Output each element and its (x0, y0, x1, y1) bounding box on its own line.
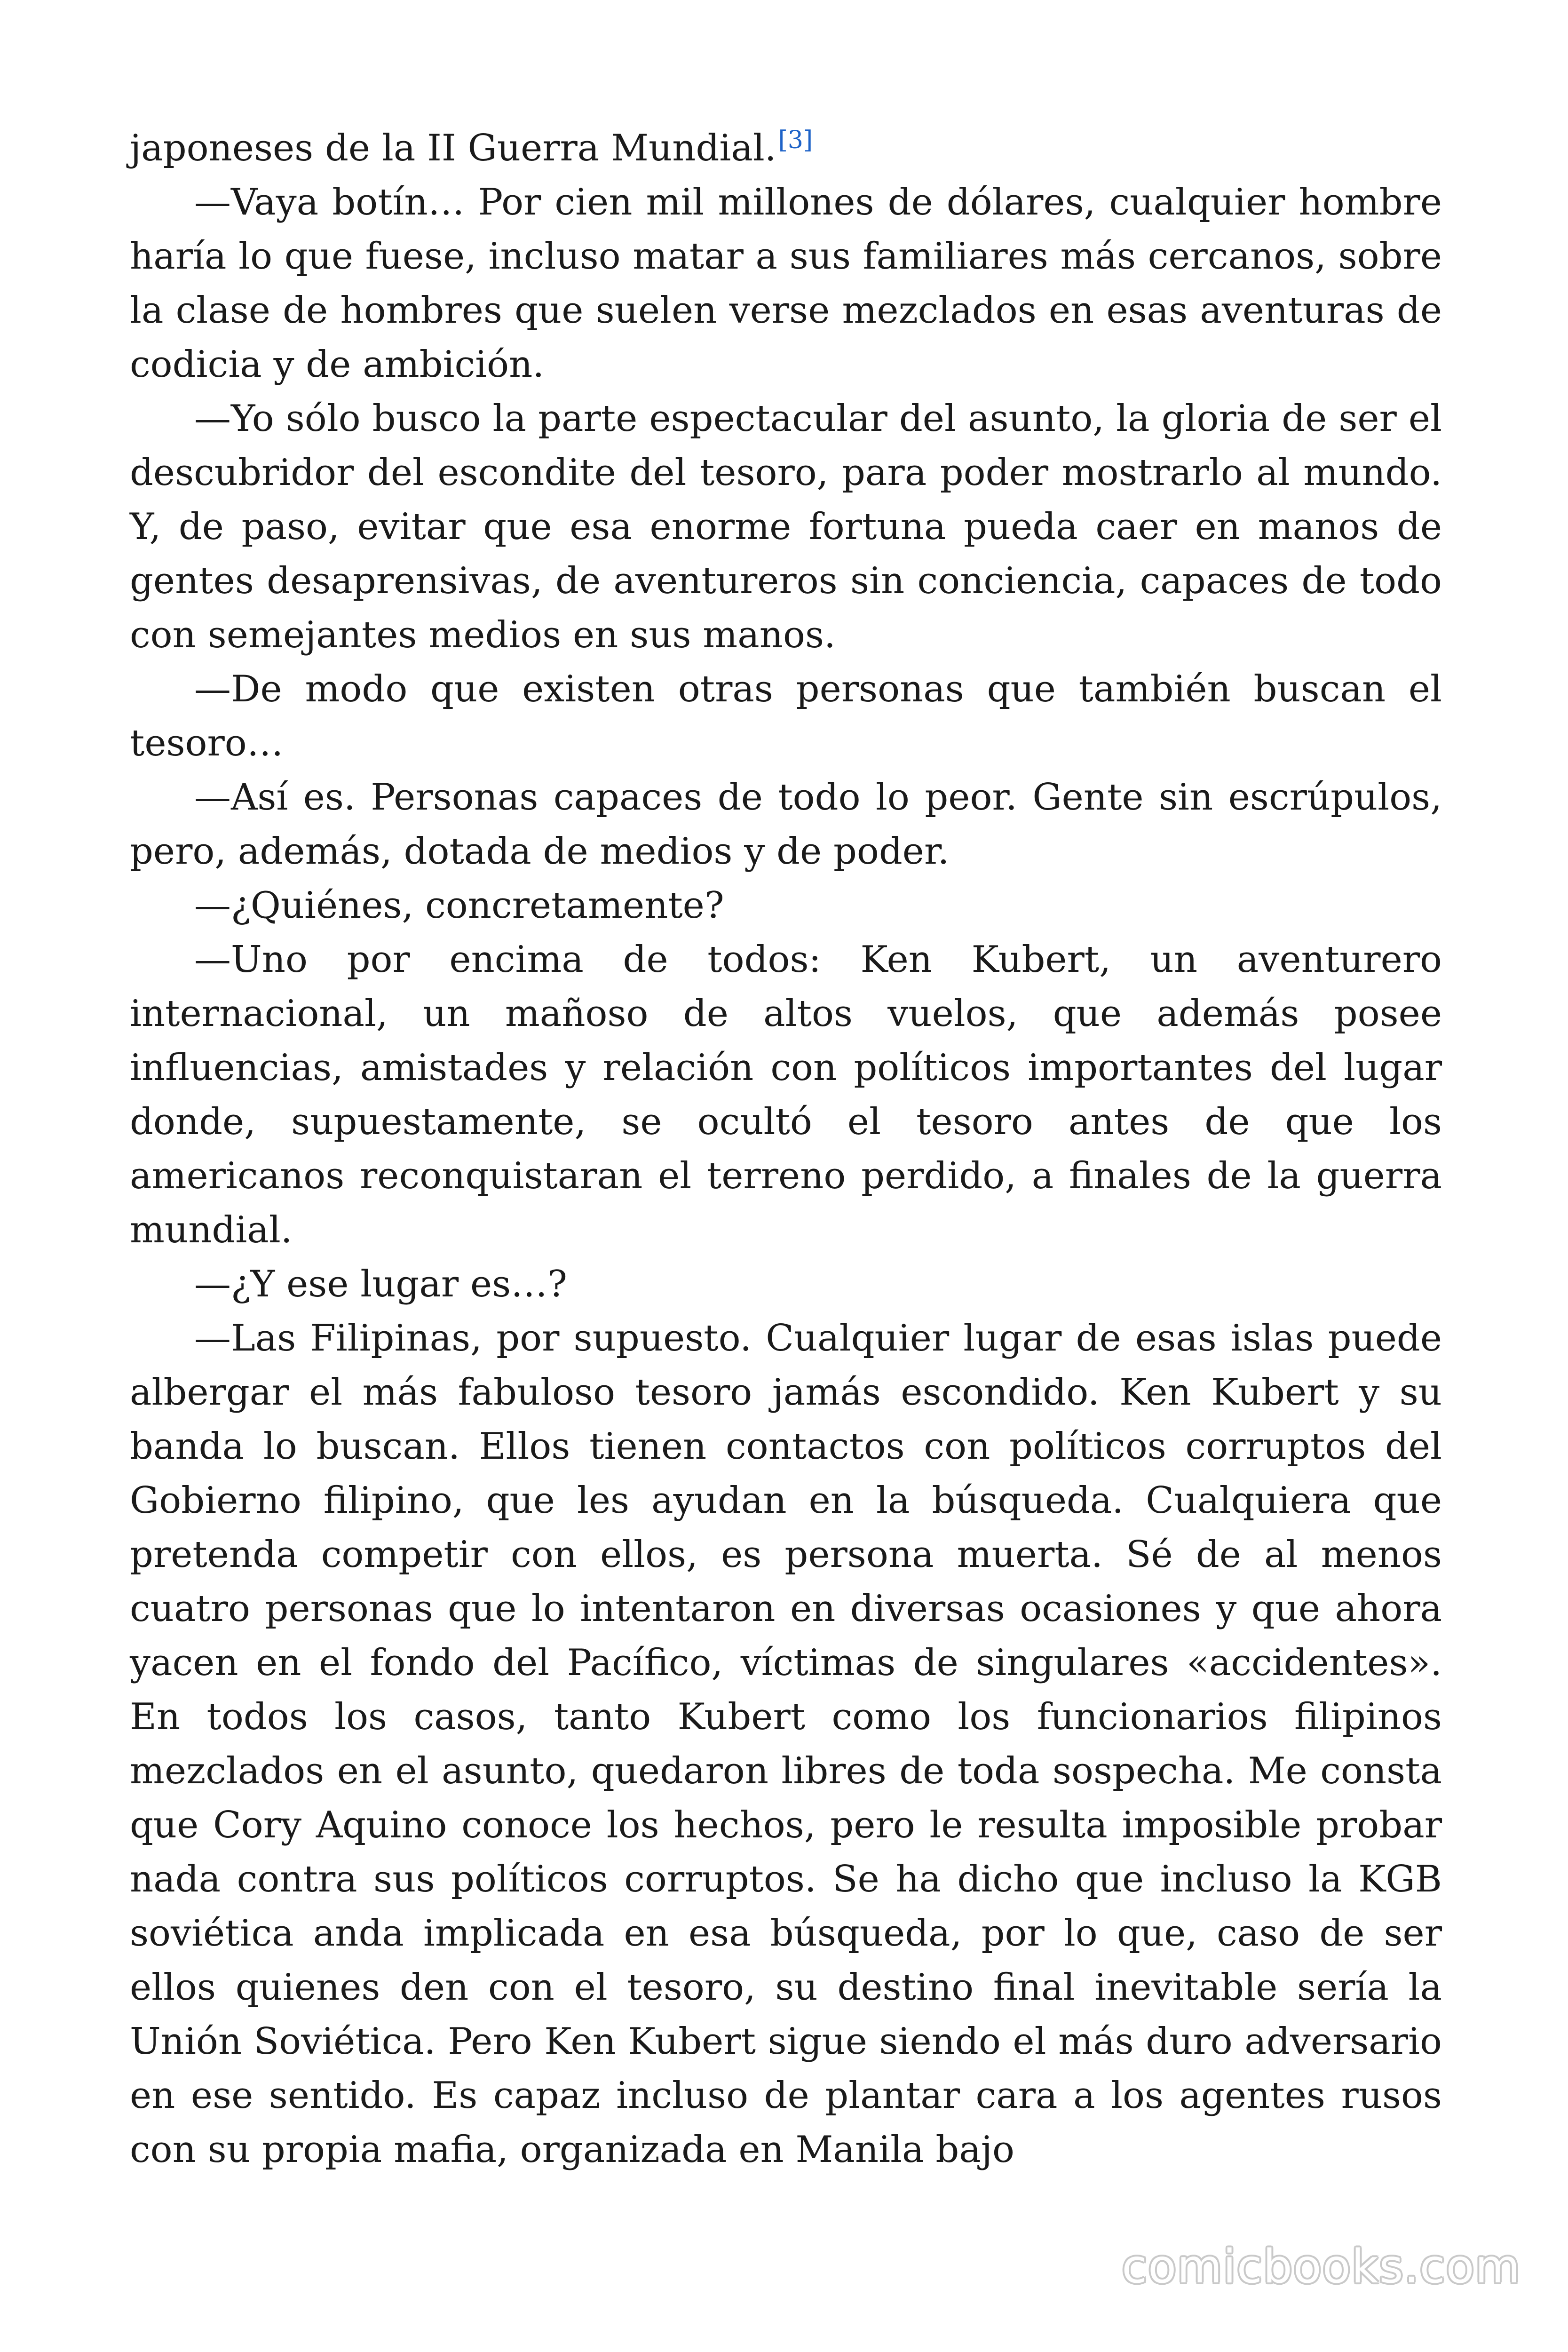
dialogue-paragraph: —Uno por encima de todos: Ken Kubert, un aventurero internacional, un mañoso de altos vuelos, que además posee influencias, amistades y relación con políticos importantes del lugar donde, supuestamente, se ocultó el tesoro antes de que los americanos reconquistaran el terreno perdido, a finales de la guerra mundial. (130, 938, 1442, 1251)
dialogue-paragraph: —Las Filipinas, por supuesto. Cualquier lugar de esas islas puede albergar el más fabuloso tesoro jamás escondido. Ken Kubert y su banda lo buscan. Ellos tienen contactos con políticos corruptos del Gobierno filipino, que les ayudan en la búsqueda. Cualquiera que pretenda competir con ellos, es persona muerta. Sé de al menos cuatro personas que lo intentaron en diversas ocasiones y que ahora yacen en el fondo del Pacífico, víctimas de singulares «accidentes». En todos los casos, tanto Kubert como los funcionarios filipinos mezclados en el asunto, quedaron libres de toda sospecha. Me consta que Cory Aquino conoce los hechos, pero le resulta imposible probar nada contra sus políticos corruptos. Se ha dicho que incluso la KGB soviética anda implicada en esa búsqueda, por lo que, caso de ser ellos quienes den con el tesoro, su destino final inevitable sería la Unión Soviética. Pero Ken Kubert sigue siendo el más duro adversario en ese sentido. Es capaz incluso de plantar cara a los agentes rusos con su propia mafia, organizada en Manila bajo (130, 1317, 1442, 2171)
dialogue-paragraph: —Así es. Personas capaces de todo lo peor. Gente sin escrúpulos, pero, además, dotada de medios y de poder. (130, 776, 1442, 873)
dialogue-paragraph: —¿Quiénes, concretamente? (194, 884, 724, 927)
page-body (130, 121, 1442, 2177)
watermark-logo: comicbooks.com (1122, 2240, 1521, 2294)
dialogue-paragraph: —Yo sólo busco la parte espectacular del asunto, la gloria de ser el descubridor del escondite del tesoro, para poder mostrarlo al mundo. Y, de paso, evitar que esa enorme fortuna pueda caer en manos de gentes desaprensivas, de aventureros sin conciencia, capaces de todo con semejantes medios en sus manos. (130, 397, 1442, 656)
footnote-link[interactable]: [3] (778, 126, 813, 154)
dialogue-paragraph: —Vaya botín… Por cien mil millones de dólares, cualquier hombre haría lo que fuese, incluso matar a sus familiares más cercanos, sobre la clase de hombres que suelen verse mezclados en esas aventuras de codicia y de ambición. (130, 181, 1442, 386)
dialogue-paragraph: —¿Y ese lugar es…? (194, 1263, 567, 1305)
paragraph-text: japoneses de la II Guerra Mundial. (130, 127, 776, 169)
dialogue-paragraph: —De modo que existen otras personas que también buscan el tesoro… (130, 668, 1442, 764)
paragraph-continuation (130, 121, 1442, 175)
